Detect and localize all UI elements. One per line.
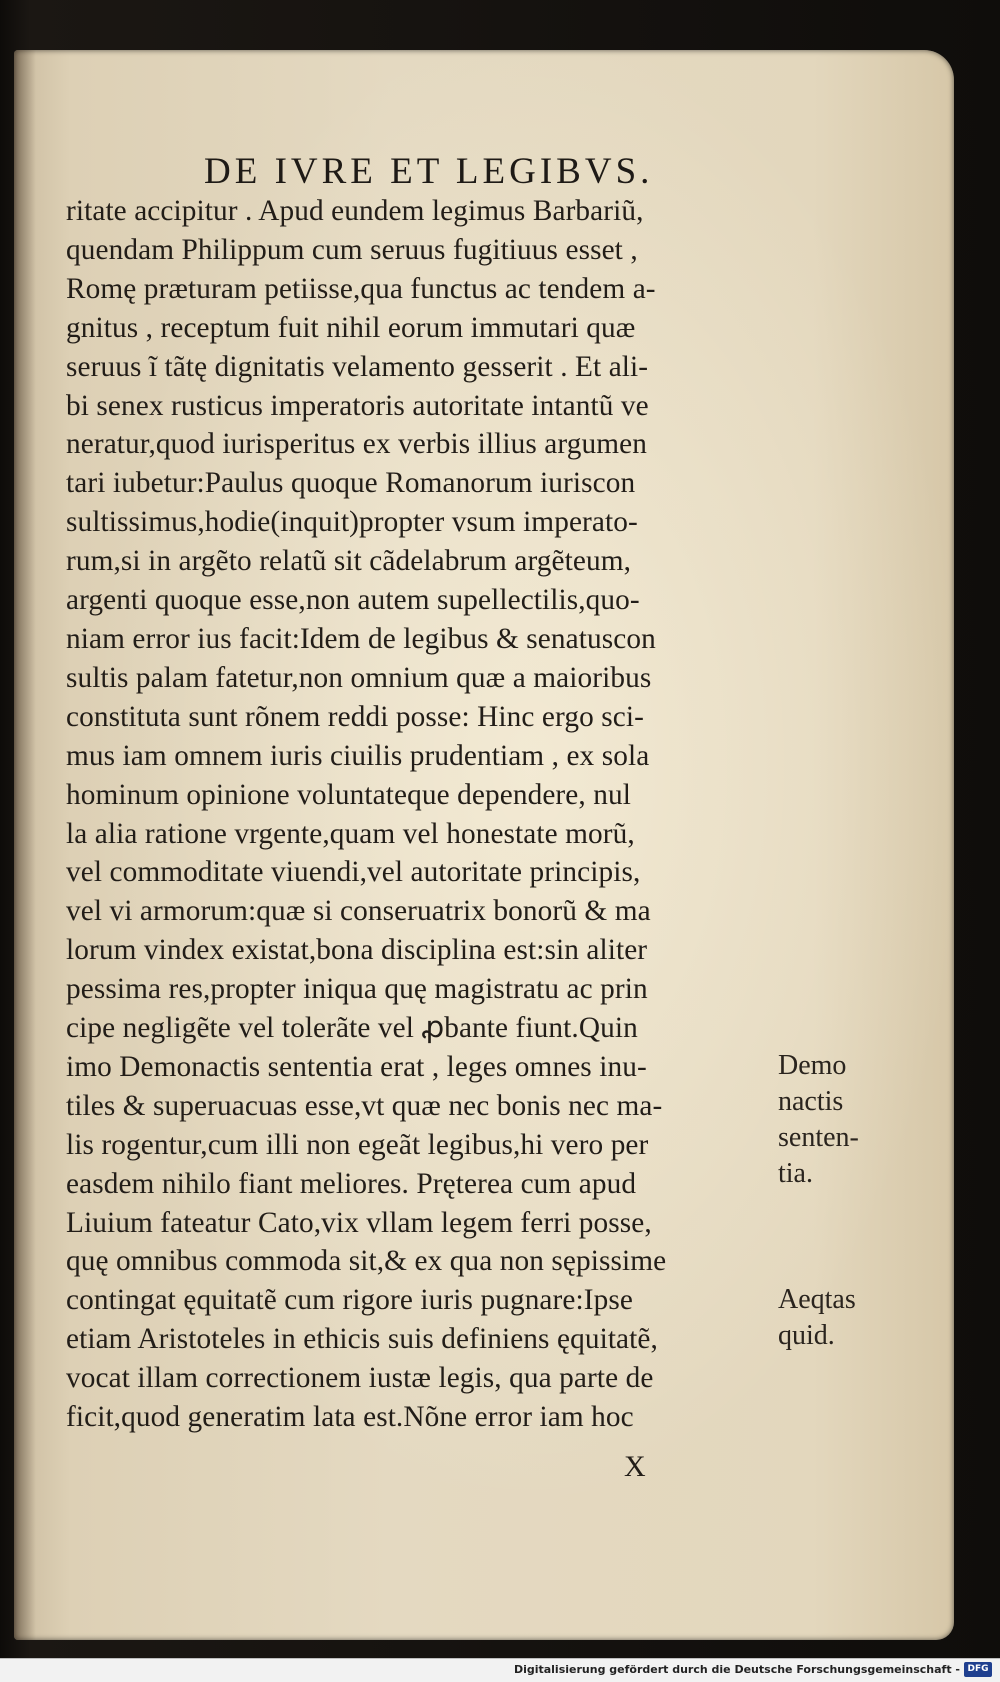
text-line: easdem nihilo fiant meliores. Pręterea cum apud — [66, 1167, 637, 1200]
text-line: lorum vindex existat,bona disciplina est:sin aliter — [66, 934, 648, 967]
text-line: hominum opinione voluntateque dependere, nul — [66, 778, 631, 811]
marginal-line: quid. — [778, 1320, 835, 1351]
text-line: seruus ĩ tãtę dignitatis velamento gesserit . Et ali- — [66, 350, 649, 383]
text-line: tari iubetur:Paulus quoque Romanorum iuriscon — [66, 467, 636, 500]
text-line: imo Demonactis sententia erat , leges omnes inu- — [66, 1050, 647, 1083]
text-line: etiam Aristoteles in ethicis suis definiens ęquitatẽ, — [66, 1323, 658, 1356]
text-line: argenti quoque esse,non autem supellectilis,quo- — [66, 584, 640, 617]
marginal-line: tia. — [778, 1158, 813, 1189]
text-line: mus iam omnem iuris ciuilis prudentiam , ex sola — [66, 739, 650, 772]
text-line: vel commoditate viuendi,vel autoritate principis, — [66, 856, 641, 889]
marginal-line: senten- — [778, 1122, 859, 1153]
marginal-note-demonactis — [778, 1048, 859, 1192]
text-line: quendam Philippum cum seruus fugitiuus esset , — [66, 233, 638, 266]
text-line: quę omnibus commoda sit,& ex qua non sępissime — [66, 1245, 667, 1278]
text-line: Romę præturam petiisse,qua functus ac tendem a- — [66, 272, 656, 305]
text-line: niam error ius facit:Idem de legibus & senatuscon — [66, 622, 656, 655]
text-line: cipe negligẽte vel tolerãte vel ꝓbante fiunt.Quin — [66, 1012, 638, 1045]
text-line: constituta sunt rõnem reddi posse: Hinc ergo sci- — [66, 700, 644, 733]
book-page — [14, 50, 954, 1640]
dfg-logo-icon: DFG — [964, 1662, 992, 1677]
text-line: neratur,quod iurisperitus ex verbis illius argumen — [66, 428, 647, 461]
text-line: sultissimus,hodie(inquit)propter vsum imperato- — [66, 506, 638, 539]
running-head: DE IVRE ET LEGIBVS. — [204, 151, 654, 192]
body-text — [66, 192, 766, 1437]
text-line: gnitus , receptum fuit nihil eorum immutari quæ — [66, 311, 636, 344]
text-line: tiles & superuacuas esse,vt quæ nec bonis nec ma- — [66, 1089, 663, 1122]
text-line: sultis palam fatetur,non omnium quæ a maioribus — [66, 661, 652, 694]
text-line: rum,si in argẽto relatũ sit cãdelabrum argẽteum, — [66, 545, 632, 578]
funding-credit: Digitalisierung gefördert durch die Deutsche Forschungsgemeinschaft - — [513, 1663, 960, 1676]
text-line: bi senex rusticus imperatoris autoritate intantũ ve — [66, 389, 649, 422]
text-line: vel vi armorum:quæ si conseruatrix bonorũ & ma — [66, 895, 651, 928]
marginal-line: nactis — [778, 1086, 844, 1117]
text-line: ficit,quod generatim lata est.Nõne error iam hoc — [66, 1401, 634, 1434]
text-line: Liuium fateatur Cato,vix vllam legem ferri posse, — [66, 1206, 652, 1239]
text-line: lis rogentur,cum illi non egeãt legibus,hi vero per — [66, 1128, 649, 1161]
text-line: vocat illam correctionem iustæ legis, qua parte de — [66, 1362, 654, 1395]
marginal-line: Aeqtas — [778, 1284, 856, 1315]
text-line: la alia ratione vrgente,quam vel honestate morũ, — [66, 817, 635, 850]
text-line: pessima res,propter iniqua quę magistratu ac prin — [66, 973, 648, 1006]
marginal-line: Demo — [778, 1050, 847, 1081]
text-line: ritate accipitur . Apud eundem legimus Barbariũ, — [66, 195, 644, 227]
text-line: contingat ęquitatẽ cum rigore iuris pugnare:Ipse — [66, 1284, 633, 1317]
signature-mark: X — [624, 1450, 646, 1483]
footer-bar — [0, 1658, 1000, 1682]
marginal-note-aequitas — [778, 1282, 856, 1354]
